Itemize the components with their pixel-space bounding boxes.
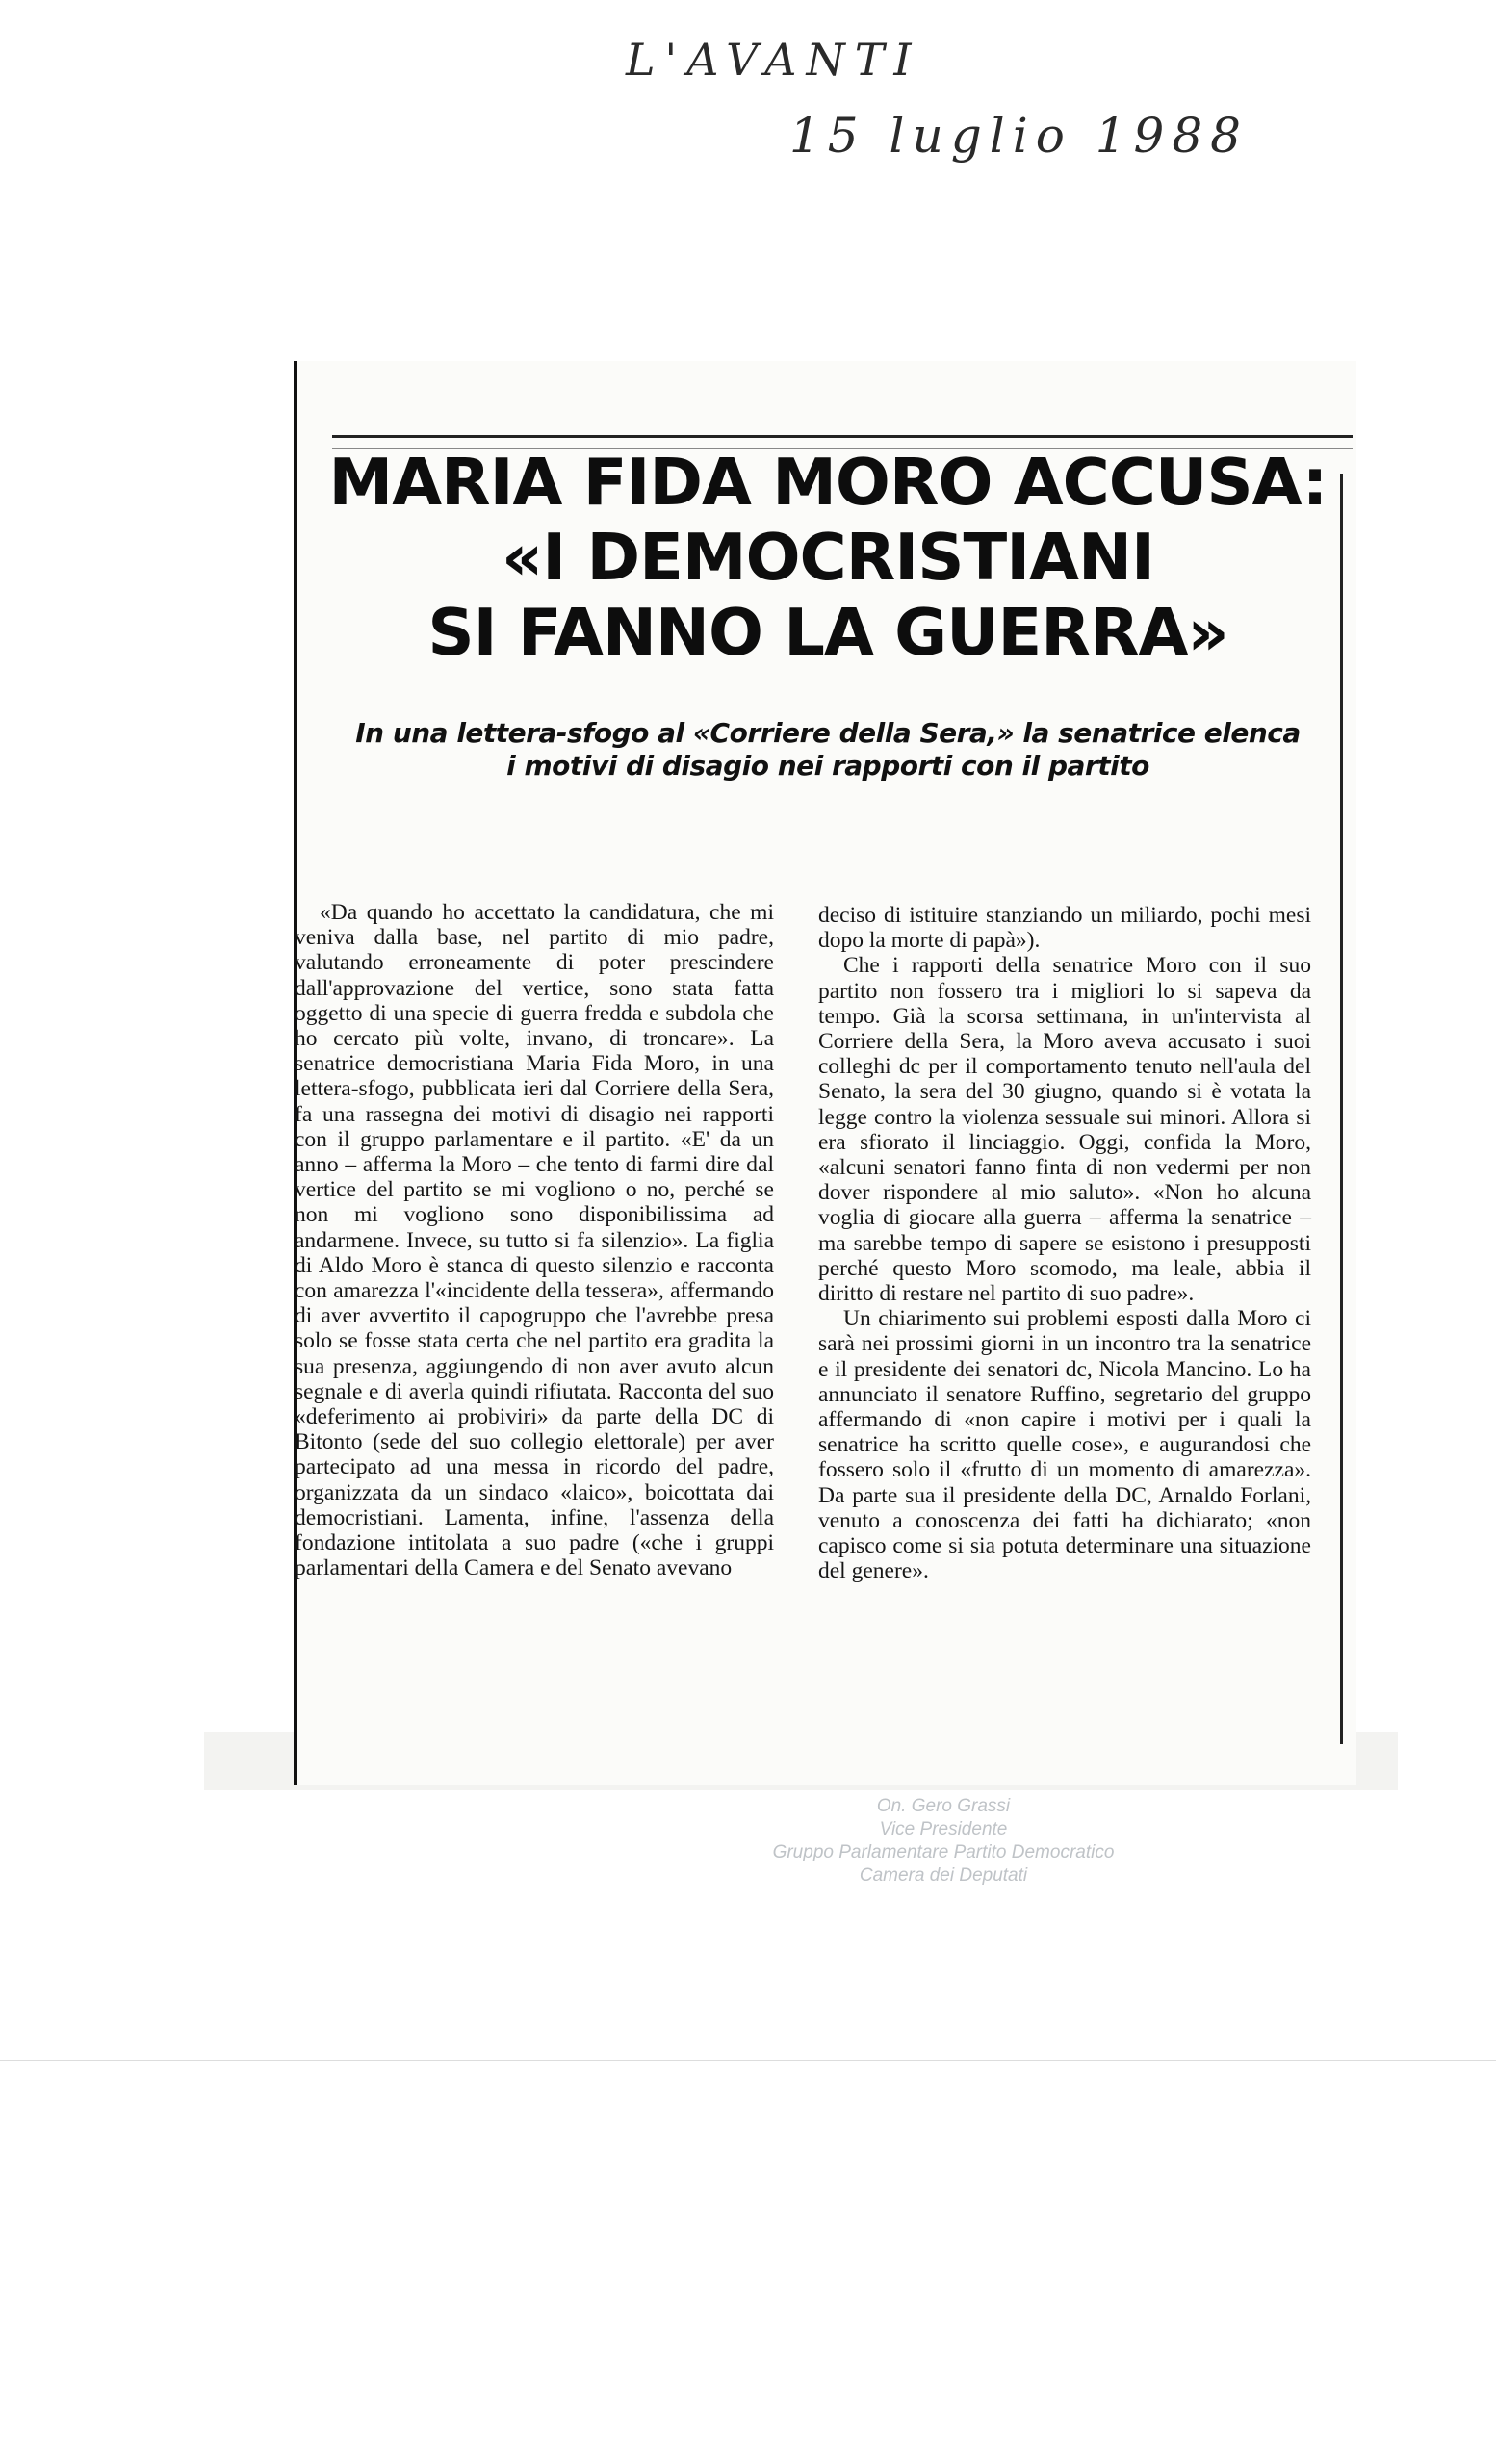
right-column-rule bbox=[1340, 474, 1343, 1744]
top-rule bbox=[332, 435, 1353, 438]
subheadline-line-2: i motivi di disagio nei rapporti con il partito bbox=[506, 750, 1149, 782]
article-paragraph: Un chiarimento sui problemi esposti dalla Moro ci sarà nei prossimi giorni in un incontro tra la senatrice e il presidente dei senatori dc, Nicola Mancino. Lo ha annunciato il senatore Ruffino, segretario del gruppo affermando di «non capire i motivi per i quali la senatrice ha scritto quelle cose», e augurandosi che fossero solo il «frutto di un momento di amarezza». Da parte sua il presidente della DC, Arnaldo Forlani, venuto a conoscenza dei fatti ha dichiarato; «non capisco come si sia potuta determinare una situazione del genere». bbox=[818, 1306, 1311, 1584]
scan-edge-line bbox=[0, 2060, 1496, 2061]
office-stamp bbox=[732, 1795, 1155, 1887]
stamp-role: Vice Presidente bbox=[879, 1819, 1008, 1839]
headline bbox=[318, 445, 1338, 670]
article-column-right bbox=[818, 903, 1311, 1583]
handwritten-newspaper-name: L'AVANTI bbox=[626, 34, 921, 86]
stamp-group: Gruppo Parlamentare Partito Democratico bbox=[772, 1842, 1115, 1862]
headline-line-3: SI FANNO LA GUERRA» bbox=[427, 595, 1228, 670]
headline-line-2: «I DEMOCRISTIANI bbox=[502, 520, 1154, 595]
subheadline-line-1: In una lettera-sfogo al «Corriere della Sera,» la senatrice elenca bbox=[355, 717, 1301, 749]
stamp-chamber: Camera dei Deputati bbox=[859, 1865, 1028, 1886]
stamp-name: On. Gero Grassi bbox=[876, 1796, 1011, 1816]
article-paragraph: Che i rapporti della senatrice Moro con il suo partito non fossero tra i migliori lo si sapeva da tempo. Già la scorsa settimana, in un'intervista al Corriere della Sera, la Moro aveva accusato i suoi colleghi dc per il comportamento tenuto nell'aula del Senato, la sera del 30 giugno, quando si è votata la legge contro la violenza sessuale sui minori. Allora si era sfiorato il linciaggio. Oggi, confida la Moro, «alcuni senatori fanno finta di non vedermi per non dover rispondere al mio saluto». «Non ho alcuna voglia di giocare alla guerra – afferma la senatrice – ma sarebbe tempo di sapere se esistono i presupposti perché questo Moro scomodo, ma leale, abbia il diritto di restare nel partito di suo padre». bbox=[818, 953, 1311, 1307]
article-column-left bbox=[295, 900, 774, 1580]
headline-line-1: MARIA FIDA MORO ACCUSA: bbox=[328, 445, 1328, 520]
handwritten-date: 15 luglio 1988 bbox=[789, 108, 1249, 164]
article-paragraph: deciso di istituire stanziando un miliardo, pochi mesi dopo la morte di papà»). bbox=[818, 903, 1311, 954]
article-paragraph: «Da quando ho accettato la candidatura, che mi veniva dalla base, nel partito di mio padre, valutando erroneamente di poter prescindere dall'approvazione del vertice, sono stata fatta oggetto di una specie di guerra fredda e subdola che ho cercato più volte, invano, di troncare». La senatrice democristiana Maria Fida Moro, in una lettera-sfogo, pubblicata ieri dal Corriere della Sera, fa una rassegna dei motivi di disagio nei rapporti con il gruppo parlamentare e il partito. «E' da un anno – afferma la Moro – che tento di farmi dire dal vertice del partito se mi vogliono o no, perché se non mi vogliono sono disponibilissima ad andarmene. Invece, su tutto si fa silenzio». La figlia di Aldo Moro è stanca di questo silenzio e racconta con amarezza l'«incidente della tessera», affermando di aver avvertito il capogruppo che l'avrebbe presa solo se fosse stata certa che nel partito era gradita la sua presenza, aggiungendo di non aver avuto alcun segnale e di averla quindi rifiutata. Racconta del suo «deferimento ai probiviri» da parte della DC di Bitonto (sede del suo collegio elettorale) per aver partecipato ad una messa in ricordo del padre, organizzata da un sindaco «laico», boicottata dai democristiani. Lamenta, infine, l'assenza della fondazione intitolata a suo padre («che i gruppi parlamentari della Camera e del Senato avevano bbox=[295, 900, 774, 1581]
subheadline bbox=[327, 717, 1328, 783]
